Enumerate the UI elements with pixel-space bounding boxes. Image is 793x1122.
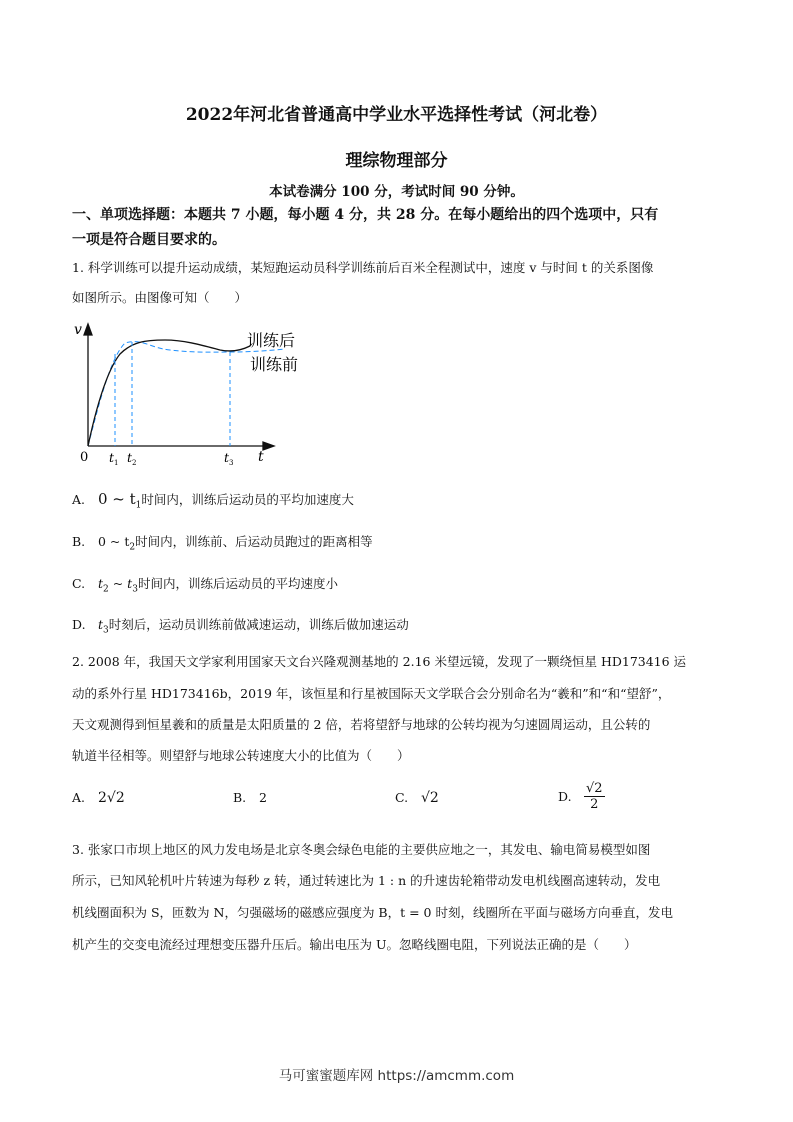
option-sub-2: 3	[132, 584, 138, 595]
option-label: B.	[72, 534, 86, 549]
q1-stem-line2: 如图所示。由图像可知（ ）	[72, 290, 248, 305]
q3-stem-line4: 机产生的交变电流经过理想变压器升压后。输出电压为 U。忽略线圈电阻，下列说法正确的是（ ）	[72, 937, 637, 952]
q2-stem-line3: 天文观测得到恒星羲和的质量是太阳质量的 2 倍，若将望舒与地球的公转均视为匀速圆周运动，且公转的	[72, 717, 651, 732]
q2-stem-line4: 轨道半径相等。则望舒与地球公转速度大小的比值为（ ）	[72, 748, 410, 763]
option-math: t	[97, 617, 104, 632]
q2-stem-line1: 2. 2008 年，我国天文学家利用国家天文台兴隆观测基地的 2.16 米望远镜，发现了一颗绕恒星 HD173416 运	[72, 654, 687, 669]
axes	[84, 324, 274, 450]
option-label: D.	[72, 617, 86, 632]
q1-option-b[interactable]	[72, 532, 373, 553]
fraction-denominator: 2	[590, 797, 599, 812]
tick-t1: $t_1$	[109, 450, 119, 467]
exam-subtitle: 理综物理部分	[345, 151, 448, 171]
option-label: C.	[72, 576, 86, 591]
q3-stem-line3: 机线圈面积为 S，匝数为 N，匀强磁场的磁感应强度为 B，t = 0 时刻，线圈所在平面与磁场方向垂直，发电	[72, 905, 673, 920]
q2-option-b[interactable]	[233, 790, 267, 805]
q3-stem-line1: 3. 张家口市坝上地区的风力发电场是北京冬奥会绿色电能的主要供应地之一，其发电、输电简易模型如图	[72, 842, 651, 857]
tick-t3: $t_3$	[224, 450, 234, 467]
option-value: 2√2	[97, 790, 125, 806]
option-value: √2	[420, 790, 439, 806]
q1-option-c[interactable]	[72, 574, 338, 595]
q2-option-a[interactable]	[72, 790, 125, 806]
option-sub: 2	[129, 542, 136, 553]
section-heading-line2: 一项是符合题目要求的。	[72, 232, 226, 248]
q1-option-d[interactable]	[72, 615, 409, 636]
option-math: t	[97, 576, 104, 591]
option-text: 时间内，训练后运动员的平均加速度大	[141, 492, 354, 507]
x-axis-label: t	[258, 449, 264, 465]
origin-label: 0	[80, 450, 89, 465]
option-label: B.	[233, 790, 247, 805]
section-heading-line1: 一、单项选择题：本题共 7 小题，每小题 4 分，共 28 分。在每小题给出的四个选项中，只有	[72, 207, 659, 223]
q2-option-d[interactable]	[558, 781, 605, 812]
exam-info: 本试卷满分 100 分，考试时间 90 分钟。	[269, 184, 524, 200]
option-sub: 3	[103, 625, 109, 636]
option-sub: 2	[103, 584, 109, 595]
option-text: 时间内，训练后运动员的平均速度小	[137, 576, 338, 591]
option-text: 时间内，训练前、后运动员跑过的距离相等	[135, 534, 373, 549]
option-label: C.	[395, 790, 409, 805]
option-sub: 1	[135, 500, 142, 511]
tick-t2: $t_2$	[127, 450, 137, 467]
option-label: D.	[558, 789, 572, 804]
y-axis-label: v	[74, 322, 82, 338]
q1-stem-line1: 1. 科学训练可以提升运动成绩，某短跑运动员科学训练前后百米全程测试中，速度 v 与时间 t 的关系图像	[72, 260, 654, 275]
option-math: 0 ~ t	[97, 490, 136, 508]
curve-after	[88, 340, 250, 446]
option-math: 0 ~ t	[97, 534, 130, 549]
option-math-2: ~ t	[108, 576, 133, 591]
fraction-numerator: √2	[585, 781, 603, 796]
vt-graph	[70, 318, 310, 468]
option-label: A.	[72, 790, 86, 805]
fraction	[584, 781, 605, 812]
q2-option-c[interactable]	[395, 790, 439, 806]
q3-stem-line2: 所示，已知风轮机叶片转速为每秒 z 转，通过转速比为 1 : n 的升速齿轮箱带动发电机线圈高速转动，发电	[72, 873, 661, 888]
footer-watermark: 马可蜜蜜题库网 https://amcmm.com	[278, 1068, 515, 1084]
option-label: A.	[72, 492, 86, 507]
label-before-training: 训练前	[250, 355, 299, 374]
exam-title: 2022年河北省普通高中学业水平选择性考试（河北卷）	[185, 105, 608, 125]
q2-stem-line2: 动的系外行星 HD173416b，2019 年，该恒星和行星被国际天文学联合会分别命名为“羲和”和“和“望舒”，	[72, 686, 671, 701]
option-value: 2	[258, 790, 267, 805]
dashed-guides	[115, 342, 230, 446]
label-after-training: 训练后	[247, 331, 296, 350]
option-text: 时刻后，运动员训练前做减速运动，训练后做加速运动	[108, 617, 409, 632]
q1-option-a[interactable]	[72, 490, 354, 511]
